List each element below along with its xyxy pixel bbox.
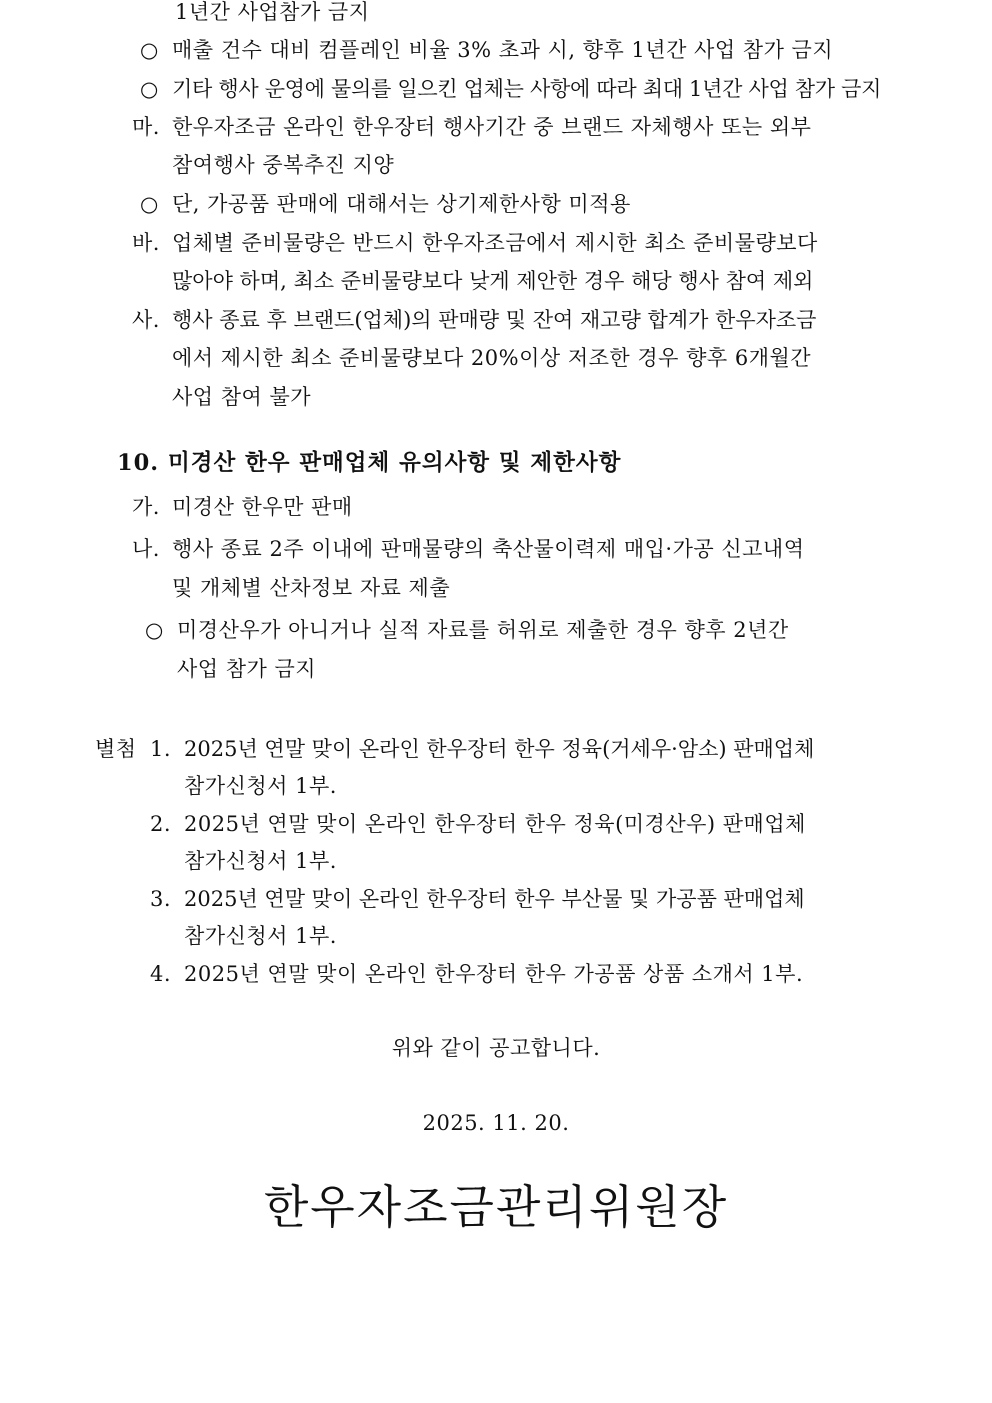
attachment-item-line2: 참가신청서 1부. (184, 924, 337, 948)
attachment-number: 2. (150, 812, 172, 836)
attachment-item-line1: 2025년 연말 맞이 온라인 한우장터 한우 가공품 상품 소개서 1부. (184, 962, 804, 986)
issuing-organization: 한우자조금관리위원장 (263, 1180, 729, 1234)
item-na-line1: 행사 종료 2주 이내에 판매물량의 축산물이력제 매입·가공 신고내역 (172, 537, 805, 561)
attachment-item-line2: 참가신청서 1부. (184, 774, 337, 798)
attachment-number: 1. (150, 737, 172, 761)
continuation-line: 1년간 사업참가 금지 (175, 0, 370, 24)
announcement-date: 2025. 11. 20. (422, 1111, 570, 1135)
bullet-complaint-rate: 매출 건수 대비 컴플레인 비율 3% 초과 시, 향후 1년간 사업 참가 금지 (172, 38, 834, 62)
item-sa-line1: 행사 종료 후 브랜드(업체)의 판매량 및 잔여 재고량 합계가 한우자조금 (172, 308, 817, 332)
item-marker-ga: 가. (132, 495, 160, 519)
attachment-item-line1: 2025년 연말 맞이 온라인 한우장터 한우 정육(거세우·암소) 판매업체 (184, 737, 815, 761)
bullet-misconduct: 기타 행사 운영에 물의를 일으킨 업체는 사항에 따라 최대 1년간 사업 참가 금지 (172, 77, 882, 101)
section-heading: 10. 미경산 한우 판매업체 유의사항 및 제한사항 (117, 450, 622, 476)
item-ma-line1: 한우자조금 온라인 한우장터 행사기간 중 브랜드 자체행사 또는 외부 (172, 115, 812, 139)
item-marker-ba: 바. (132, 231, 160, 255)
item-marker-na: 나. (132, 537, 160, 561)
bullet-processed-exception: 단, 가공품 판매에 대해서는 상기제한사항 미적용 (172, 192, 631, 216)
attachment-item-line1: 2025년 연말 맞이 온라인 한우장터 한우 정육(미경산우) 판매업체 (184, 812, 806, 836)
closing-statement: 위와 같이 공고합니다. (391, 1036, 601, 1060)
item-ga-line: 미경산 한우만 판매 (172, 495, 353, 519)
bullet-circle-icon: ○ (145, 618, 164, 642)
bullet-circle-icon: ○ (140, 192, 159, 216)
item-ba-line2: 많아야 하며, 최소 준비물량보다 낮게 제안한 경우 해당 행사 참여 제외 (172, 269, 814, 293)
item-sa-line3: 사업 참여 불가 (172, 385, 312, 409)
bullet-circle-icon: ○ (140, 38, 159, 62)
bullet-false-report-line1: 미경산우가 아니거나 실적 자료를 허위로 제출한 경우 향후 2년간 (177, 618, 789, 642)
attachments-label: 별첨 (95, 737, 137, 761)
item-na-line2: 및 개체별 산차정보 자료 제출 (172, 576, 451, 600)
item-marker-ma: 마. (132, 115, 160, 139)
attachment-number: 3. (150, 887, 172, 911)
attachment-item-line2: 참가신청서 1부. (184, 849, 337, 873)
attachment-number: 4. (150, 962, 172, 986)
item-ma-line2: 참여행사 중복추진 지양 (172, 153, 395, 177)
bullet-false-report-line2: 사업 참가 금지 (177, 657, 317, 681)
attachment-item-line1: 2025년 연말 맞이 온라인 한우장터 한우 부산물 및 가공품 판매업체 (184, 887, 805, 911)
bullet-circle-icon: ○ (140, 77, 159, 101)
item-sa-line2: 에서 제시한 최소 준비물량보다 20%이상 저조한 경우 향후 6개월간 (172, 346, 812, 370)
item-ba-line1: 업체별 준비물량은 반드시 한우자조금에서 제시한 최소 준비물량보다 (172, 231, 818, 255)
item-marker-sa: 사. (132, 308, 160, 332)
